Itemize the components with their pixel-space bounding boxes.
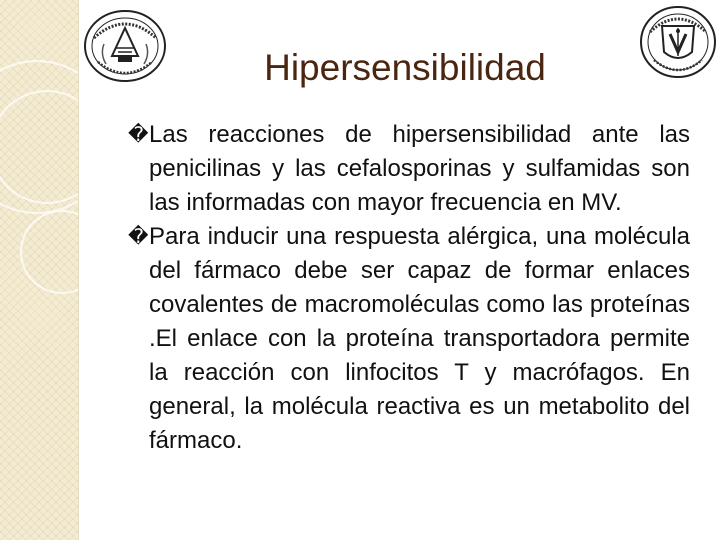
university-seal-icon — [82, 8, 168, 84]
bullet-text: Las reacciones de hipersensibilidad ante las penicilinas y las cefalosporinas y sulfamidas son las informadas con mayor frecuencia en MV. — [149, 121, 690, 216]
bullet-paragraph — [130, 220, 690, 458]
decorative-side-strip — [0, 0, 79, 540]
bullet-text: Para inducir una respuesta alérgica, una molécula del fármaco debe ser capaz de formar enlaces covalentes de macromoléculas como las proteínas .El enlace con la proteína transportadora permite la reacción con linfocitos T y macrófagos. En general, la molécula reactiva es un metabolito del fármaco. — [149, 223, 690, 454]
bullet-marker-icon: � — [128, 226, 149, 248]
bullet-marker-icon: � — [128, 124, 149, 146]
swirl-decoration — [0, 90, 79, 204]
swirl-decoration — [20, 210, 79, 294]
veterinary-faculty-seal-icon — [638, 4, 718, 80]
slide-body — [130, 118, 690, 458]
slide-title: Hipersensibilidad — [264, 47, 546, 88]
bullet-paragraph — [130, 118, 690, 220]
